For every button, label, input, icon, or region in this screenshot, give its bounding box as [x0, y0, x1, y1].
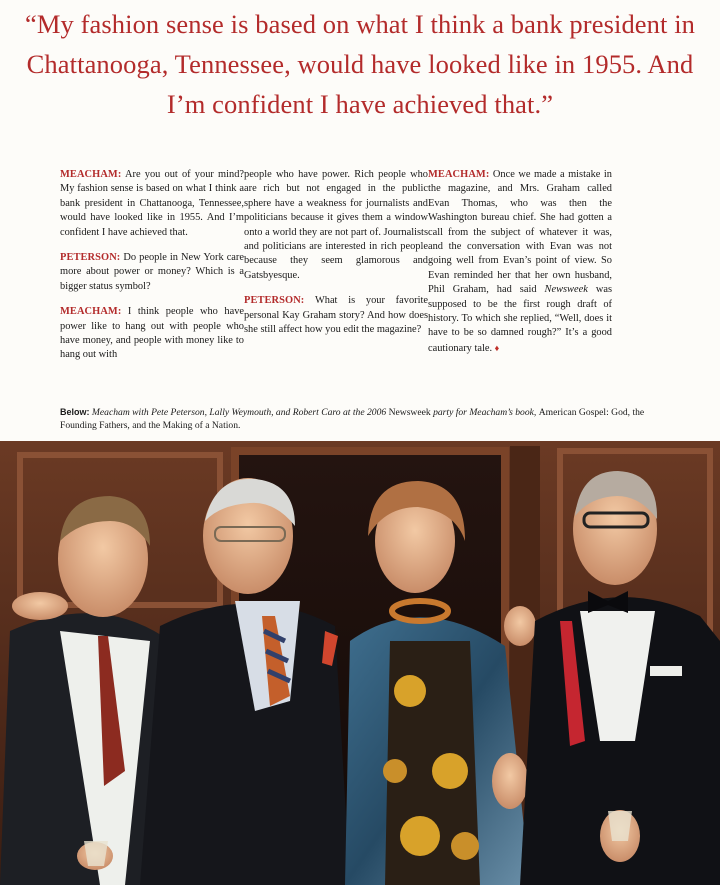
caption-italic: party for Meacham’s book,: [430, 407, 539, 418]
caption-italic: Meacham with Pete Peterson, Lally Weymouth, and Robert Caro at the 2006: [89, 407, 389, 418]
paragraph-text: Do people in New York care more about power or money? Which is a bigger status symbol?: [60, 252, 244, 292]
paragraph-text: was supposed to be the first rough draft of history. To which she replied, “Well, does it have to be so damned rough?” It’s a good cautionary tale.: [428, 284, 612, 354]
photo-caption: [60, 406, 660, 432]
end-mark-icon: ♦: [494, 342, 500, 353]
speaker-label: PETERSON:: [244, 295, 305, 307]
caption-label: Below:: [60, 407, 90, 417]
paragraph-text: people who have power. Rich people who are rich but not engaged in the public sphere have a weakness for journalists and politicians because it gives them a window onto a world they are not part of. Journalists and politicians are interested in rich people because they seem glamorous and Gatsbyesque.: [244, 169, 428, 281]
group-photo: [0, 441, 720, 885]
paragraph: [60, 305, 244, 363]
paragraph: [244, 294, 428, 337]
paragraph-text: Are you out of your mind? My fashion sense is based on what I think a bank president in Chattanooga, Tennessee, would have looked like in 1955. And I’m confident I have achieved that.: [60, 169, 244, 238]
column-2: [244, 168, 428, 378]
speaker-label: MEACHAM:: [60, 306, 122, 318]
paragraph-text: Once we made a mistake in the magazine, and Mrs. Graham called Evan Thomas, who was then the Washington bureau chief. She had gotten a call from the subject of whatever it was, and the conversation with Evan was not going well from Evan’s point of view. So Evan reminded her that her own husband, Phil Graham, had said: [428, 169, 612, 296]
group-photo-illustration: [0, 441, 720, 885]
paragraph: [244, 168, 428, 283]
interview-columns: [60, 168, 612, 378]
paragraph: [60, 168, 244, 240]
paragraph-text: What is your favorite personal Kay Graham story? And how does she still affect how you edit the magazine?: [244, 295, 428, 336]
paragraph: [428, 168, 612, 356]
pull-quote: “My fashion sense is based on what I think a bank president in Chattanooga, Tennessee, would have looked like in 1955. And I’m confident I have achieved that.”: [24, 9, 696, 119]
speaker-label: MEACHAM:: [428, 169, 490, 180]
speaker-label: MEACHAM:: [60, 169, 122, 180]
paragraph-text: I think people who have power like to hang out with people who have money, and people with money like to hang out with: [60, 306, 244, 361]
caption-magazine: Newsweek: [388, 407, 431, 418]
caption-book-title: American Gospel: God, the Founding Fathers, and the Making of a Nation.: [60, 407, 645, 431]
speaker-label: PETERSON:: [60, 252, 121, 264]
column-3: [428, 168, 612, 378]
column-1: [60, 168, 244, 378]
magazine-title: Newsweek: [544, 284, 588, 296]
paragraph: [60, 251, 244, 294]
